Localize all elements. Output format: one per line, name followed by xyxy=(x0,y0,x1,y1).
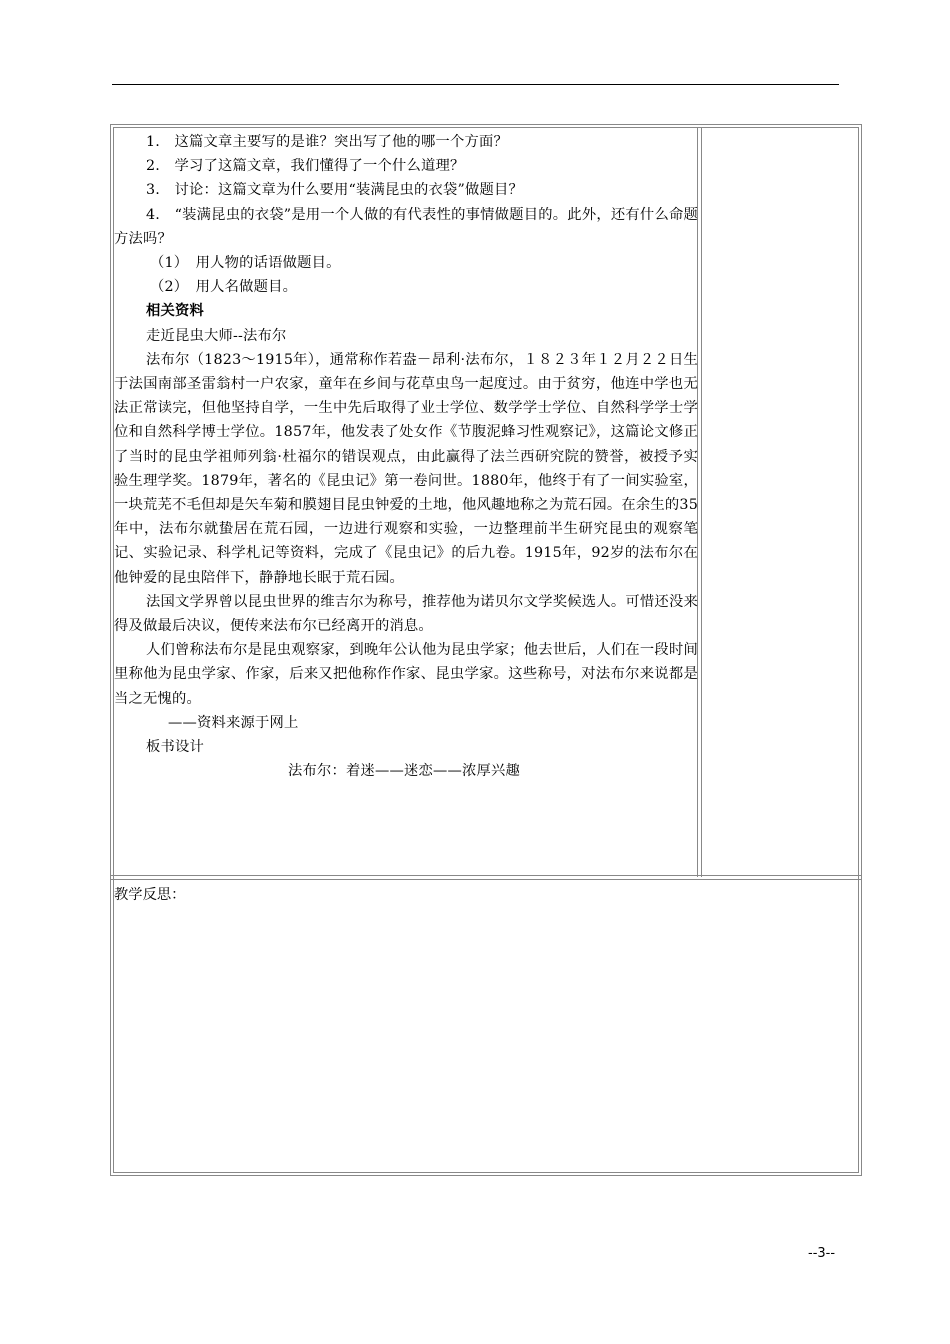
row-divider-inner xyxy=(110,879,862,880)
lesson-content xyxy=(114,130,698,783)
board-label: 板书设计 xyxy=(146,739,204,756)
paragraph-biography: 法布尔（1823～1915年），通常称作若盎－昂利·法布尔，１８２３年１２月２２日生于法国南部圣雷翁村一户农家，童年在乡间与花草虫鸟一起度过。由于贫穷，他连中学也无法正常读完，但他坚持自学，一生中先后取得了业士学位、数学学士学位、自然科学学士学位和自然科学博士学位。1857年，他发表了处女作《节腹泥蜂习性观察记》，这篇论文修正了当时的昆虫学祖师列翁·杜福尔的错误观点，由此赢得了法兰西研究院的赞誉，被授予实验生理学奖。1879年，著名的《昆虫记》第一卷问世。1880年，他终于有了一间实验室，一块荒芜不毛但却是矢车菊和膜翅目昆虫钟爱的土地，他风趣地称之为荒石园。在余生的35年中，法布尔就蛰居在荒石园，一边进行观察和实验，一边整理前半生研究昆虫的观察笔记、实验记录、科学札记等资料，完成了《昆虫记》的后九卷。1915年，92岁的法布尔在他钟爱的昆虫陪伴下，静静地长眠于荒石园。 xyxy=(114,351,698,586)
sub-item-1: （1） 用人物的话语做题目。 xyxy=(150,255,341,272)
paragraph-nobel: 法国文学界曾以昆虫世界的维吉尔为称号，推荐他为诺贝尔文学奖候选人。可惜还没来得及做最后决议，便传来法布尔已经离开的消息。 xyxy=(114,593,698,635)
column-divider-inner xyxy=(701,127,702,877)
related-title: 走近昆虫大师--法布尔 xyxy=(146,327,287,344)
paragraph-titles: 人们曾称法布尔是昆虫观察家，到晚年公认他为昆虫学家；他去世后，人们在一段时间里称他为昆虫学家、作家，后来又把他称作作家、昆虫学家。这些称号，对法布尔来说都是当之无愧的。 xyxy=(114,642,698,707)
reflection-label: 教学反思： xyxy=(114,887,186,903)
row-divider xyxy=(110,875,862,876)
board-content: 法布尔：着迷——迷恋——浓厚兴趣 xyxy=(288,763,520,780)
related-heading: 相关资料 xyxy=(146,303,204,320)
source-note: ——资料来源于网上 xyxy=(168,714,299,731)
question-2: 2. 学习了这篇文章，我们懂得了一个什么道理？ xyxy=(146,158,465,175)
question-3: 3. 讨论：这篇文章为什么要用“装满昆虫的衣袋”做题目？ xyxy=(146,182,523,199)
page-number: --3-- xyxy=(808,1246,836,1261)
question-4: 4. “装满昆虫的衣袋”是用一个人做的有代表性的事情做题目的。此外，还有什么命题方法吗？ xyxy=(114,206,698,247)
question-1: 1. 这篇文章主要写的是谁？突出写了他的哪一个方面？ xyxy=(146,134,508,150)
sub-item-2: （2） 用人名做题目。 xyxy=(150,279,298,296)
header-rule xyxy=(112,84,839,85)
